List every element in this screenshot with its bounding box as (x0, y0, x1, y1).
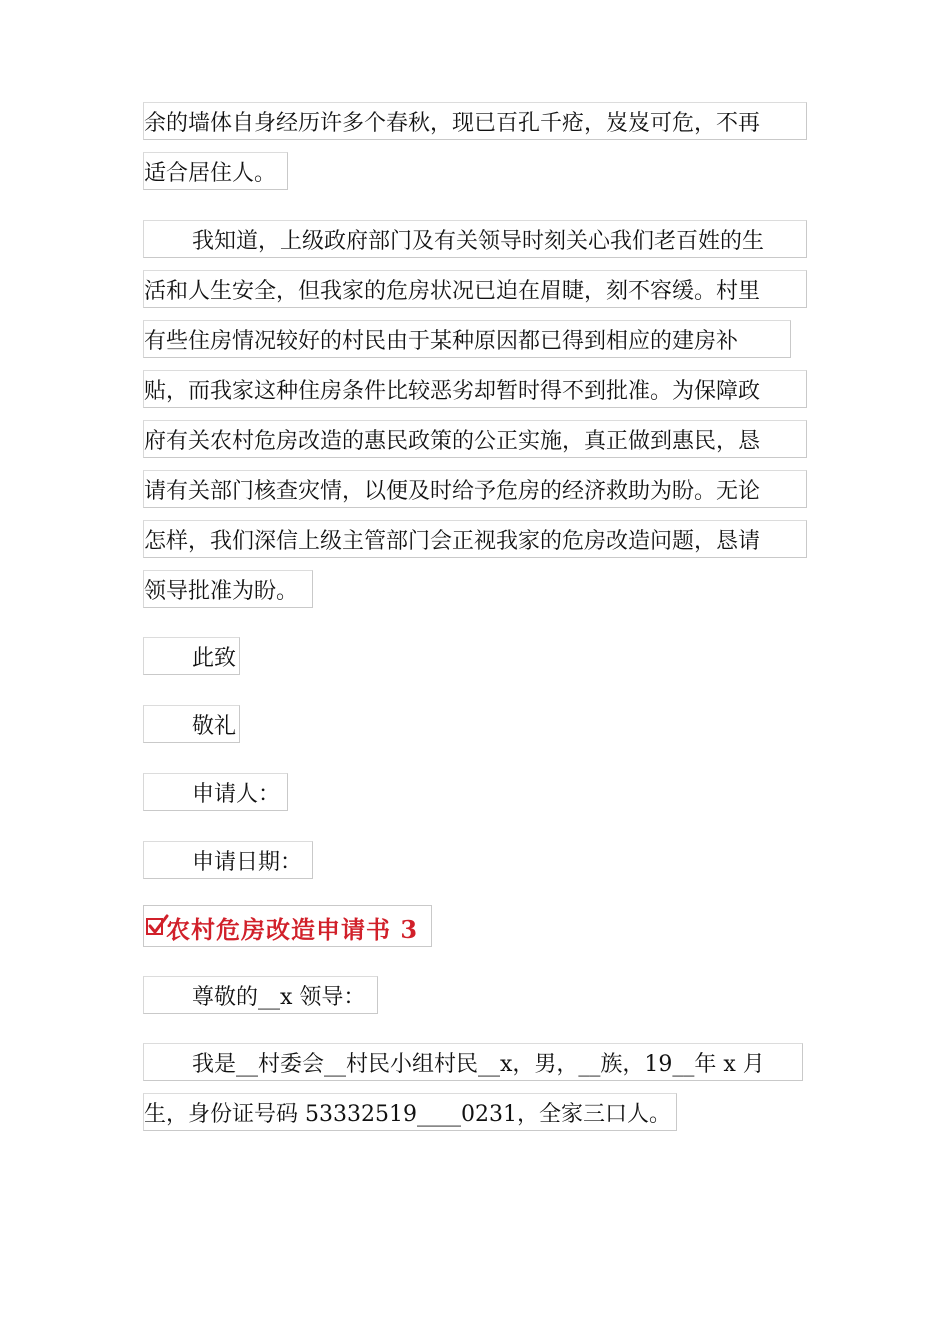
text-line: 贴，而我家这种住房条件比较恶劣却暂时得不到批准。为保障政 (143, 370, 807, 408)
text-line: 生，身份证号码 53332519____0231，全家三口人。 (143, 1093, 677, 1131)
closing-zhi: 此致 (143, 637, 240, 675)
text-line: 府有关农村危房改造的惠民政策的公正实施，真正做到惠民，恳 (143, 420, 807, 458)
text-line: 我是__村委会__村民小组村民__x，男，__族，19__年 x 月 (143, 1043, 803, 1081)
applicant-label: 申请人： (143, 773, 288, 811)
text-line: 请有关部门核查灾情，以便及时给予危房的经济救助为盼。无论 (143, 470, 807, 508)
section-title: 农村危房改造申请书 3 (166, 915, 419, 944)
section-heading (143, 905, 432, 947)
text-line: 我知道，上级政府部门及有关领导时刻关心我们老百姓的生 (143, 220, 807, 258)
text-line: 领导批准为盼。 (143, 570, 313, 608)
application-date-label: 申请日期： (143, 841, 313, 879)
greeting-line: 尊敬的__x 领导： (143, 976, 378, 1014)
text-line: 怎样，我们深信上级主管部门会正视我家的危房改造问题，恳请 (143, 520, 807, 558)
text-line: 余的墙体自身经历许多个春秋，现已百孔千疮，岌岌可危，不再 (143, 102, 807, 140)
text-line: 有些住房情况较好的村民由于某种原因都已得到相应的建房补 (143, 320, 791, 358)
closing-jingli: 敬礼 (143, 705, 240, 743)
checkbox-checked-icon (146, 918, 163, 935)
text-line: 活和人生安全，但我家的危房状况已迫在眉睫，刻不容缓。村里 (143, 270, 807, 308)
text-line: 适合居住人。 (143, 152, 288, 190)
